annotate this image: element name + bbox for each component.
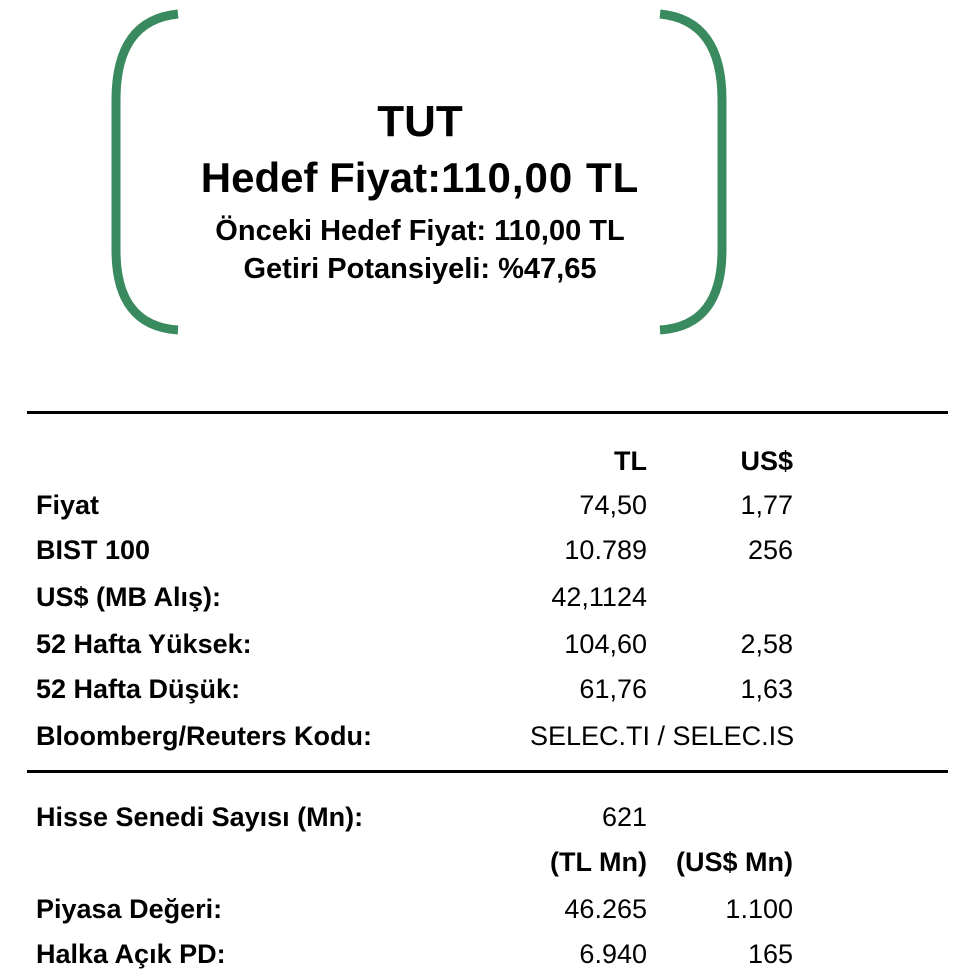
row-tl-market-cap: 46.265 (564, 894, 647, 924)
row-usd-free-float: 165 (747, 939, 793, 969)
row-usd-52w-high: 2,58 (740, 629, 793, 659)
return-potential: Getiri Potansiyeli: %47,65 (243, 253, 597, 285)
previous-target-price: Önceki Hedef Fiyat: 110,00 TL (215, 215, 625, 247)
row-label-free-float: Halka Açık PD: (36, 939, 226, 969)
target-price-label: Hedef Fiyat: (200, 154, 442, 201)
row-tl-52w-low: 61,76 (579, 674, 647, 704)
row-tl-bist100: 10.789 (564, 535, 647, 565)
recommendation: TUT (377, 97, 463, 146)
target-price-value: 110,00 TL (441, 154, 640, 201)
target-price (0, 154, 840, 201)
row-value-codes: SELEC.TI / SELEC.IS (530, 721, 795, 751)
divider-middle (27, 770, 948, 773)
row-label-52w-low: 52 Hafta Düşük: (36, 674, 241, 704)
row-tl-52w-high: 104,60 (564, 629, 647, 659)
row-usd-market-cap: 1.100 (725, 894, 793, 924)
row-usd-price: 1,77 (740, 490, 793, 520)
row-tl-price: 74,50 (579, 490, 647, 520)
rating-box (0, 0, 960, 360)
row-label-52w-high: 52 Hafta Yüksek: (36, 629, 252, 659)
row-usd-bist100: 256 (747, 535, 793, 565)
row-label-bist100: BIST 100 (36, 535, 151, 565)
header-usd: US$ (740, 446, 793, 476)
row-label-market-cap: Piyasa Değeri: (36, 894, 223, 924)
header-tl: TL (614, 446, 647, 476)
row-label-share-count: Hisse Senedi Sayısı (Mn): (36, 802, 364, 832)
row-usd-52w-low: 1,63 (740, 674, 793, 704)
row-tl-usd-rate: 42,1124 (551, 582, 647, 612)
row-label-price: Fiyat (36, 490, 100, 520)
header-usd-mn: (US$ Mn) (676, 847, 793, 877)
row-label-codes: Bloomberg/Reuters Kodu: (36, 721, 373, 751)
row-tl-free-float: 6.940 (579, 939, 647, 969)
row-value-share-count: 621 (601, 802, 647, 832)
row-label-usd-rate: US$ (MB Alış): (36, 582, 222, 612)
header-tl-mn: (TL Mn) (550, 847, 647, 877)
divider-top (27, 411, 948, 414)
